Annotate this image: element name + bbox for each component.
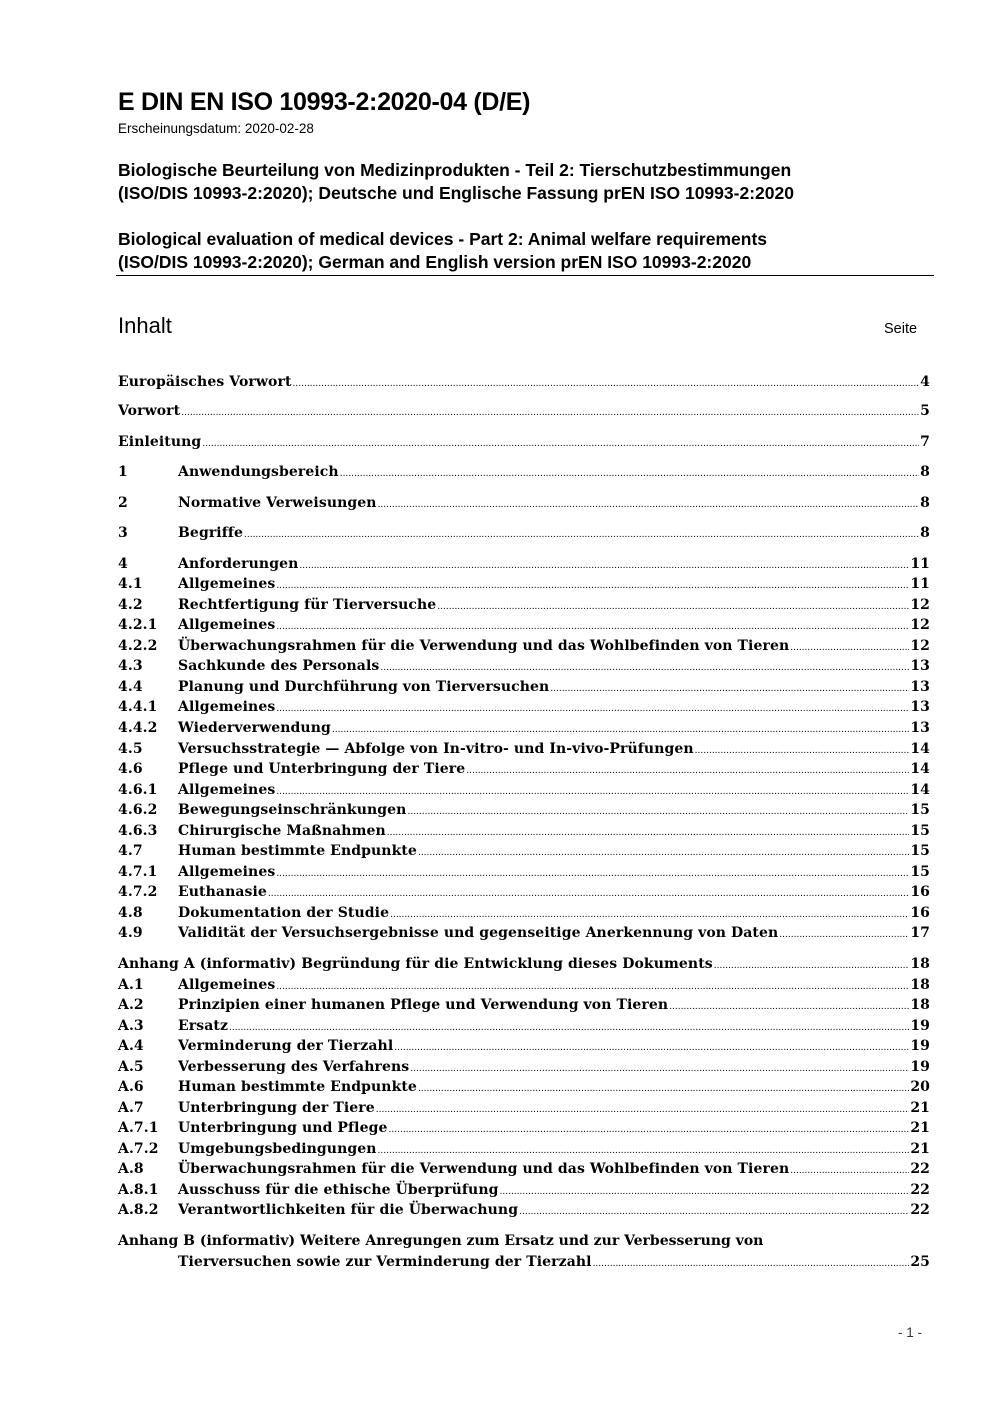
toc-entry-title: Verminderung der Tierzahl bbox=[178, 1038, 394, 1054]
toc-entry-page: 12 bbox=[910, 638, 930, 654]
toc-dot-leader bbox=[437, 597, 909, 617]
toc-entry-page: 18 bbox=[910, 977, 930, 993]
toc-page-column-heading: Seite bbox=[884, 321, 918, 337]
toc-entry-number: 4.2.2 bbox=[118, 638, 158, 654]
toc-entry[interactable] bbox=[118, 903, 930, 923]
toc-entry[interactable] bbox=[118, 372, 930, 392]
toc-entry[interactable] bbox=[118, 1200, 930, 1220]
toc-entry-title: Vorwort bbox=[118, 403, 181, 419]
toc-entry-title: Unterbringung der Tiere bbox=[178, 1100, 375, 1116]
toc-entry-number: 4.7.1 bbox=[118, 864, 158, 880]
toc-entry-page: 11 bbox=[910, 576, 930, 592]
toc-entry-title: Wiederverwendung bbox=[178, 720, 331, 736]
toc-entry-number: 4.4.1 bbox=[118, 699, 158, 715]
toc-dot-leader bbox=[695, 741, 910, 761]
toc-heading: Inhalt bbox=[118, 313, 172, 338]
toc-entry-page: 13 bbox=[910, 699, 930, 715]
toc-dot-leader bbox=[593, 1254, 910, 1274]
toc-entry-title: Europäisches Vorwort bbox=[118, 374, 292, 390]
toc-entry-number: 4.6.2 bbox=[118, 802, 158, 818]
toc-entry[interactable] bbox=[118, 800, 930, 820]
toc-entry-page: 15 bbox=[910, 802, 930, 818]
toc-entry-page: 8 bbox=[920, 525, 930, 541]
toc-entry-page: 16 bbox=[910, 905, 930, 921]
toc-entry-title: Allgemeines bbox=[178, 977, 276, 993]
toc-entry[interactable] bbox=[118, 493, 930, 513]
toc-entry[interactable] bbox=[118, 574, 930, 594]
toc-entry-page: 19 bbox=[910, 1018, 930, 1034]
german-title-line-1: Biologische Beurteilung von Medizinprodukten - Teil 2: Tierschutzbestimmungen bbox=[118, 160, 792, 180]
toc-entry-number: 4.1 bbox=[118, 576, 143, 592]
toc-entry-number: 4 bbox=[118, 556, 128, 572]
toc-entry-page: 14 bbox=[910, 782, 930, 798]
english-title-line-2: (ISO/DIS 10993-2:2020); German and English version prEN ISO 10993-2:2020 bbox=[118, 252, 752, 272]
toc-dot-leader bbox=[378, 495, 920, 515]
toc-entry-page: 13 bbox=[910, 658, 930, 674]
toc-entry-title: Normative Verweisungen bbox=[178, 495, 377, 511]
toc-entry-page: 22 bbox=[910, 1161, 930, 1177]
toc-entry-page: 19 bbox=[910, 1059, 930, 1075]
toc-entry[interactable] bbox=[118, 401, 930, 421]
toc-entry[interactable] bbox=[118, 759, 930, 779]
toc-dot-leader bbox=[229, 1018, 909, 1038]
toc-entry-number: A.7.2 bbox=[118, 1141, 159, 1157]
toc-entry-title: Ersatz bbox=[178, 1018, 229, 1034]
toc-dot-leader bbox=[332, 720, 909, 740]
toc-entry-number: A.1 bbox=[118, 977, 144, 993]
toc-entry-page: 4 bbox=[920, 374, 930, 390]
toc-entry[interactable] bbox=[118, 1016, 930, 1036]
toc-entry[interactable] bbox=[118, 1118, 930, 1138]
toc-entry-page: 5 bbox=[920, 403, 930, 419]
toc-entry[interactable] bbox=[118, 1077, 930, 1097]
toc-dot-leader bbox=[669, 997, 909, 1017]
toc-entry-title: Begriffe bbox=[178, 525, 243, 541]
toc-entry-title: Überwachungsrahmen für die Verwendung und das Wohlbefinden von Tieren bbox=[178, 638, 790, 654]
toc-entry-page: 25 bbox=[910, 1254, 930, 1270]
toc-dot-leader bbox=[276, 576, 909, 596]
toc-entry-page: 12 bbox=[910, 617, 930, 633]
toc-entry[interactable] bbox=[118, 780, 930, 800]
toc-entry-page: 21 bbox=[910, 1100, 930, 1116]
toc-entry[interactable] bbox=[118, 432, 930, 452]
toc-entry[interactable] bbox=[118, 1036, 930, 1056]
toc-entry-page: 19 bbox=[910, 1038, 930, 1054]
toc-entry-number: A.3 bbox=[118, 1018, 144, 1034]
toc-entry-page: 14 bbox=[910, 761, 930, 777]
toc-entry-title: Dokumentation der Studie bbox=[178, 905, 390, 921]
toc-entry-number: 2 bbox=[118, 495, 128, 511]
toc-entry[interactable] bbox=[118, 615, 930, 635]
toc-entry-title: Chirurgische Maßnahmen bbox=[178, 823, 386, 839]
toc-entry-number: 4.2 bbox=[118, 597, 143, 613]
toc-entry-title: Ausschuss für die ethische Überprüfung bbox=[178, 1182, 499, 1198]
toc-dot-leader bbox=[519, 1202, 909, 1222]
toc-entry-title: Anwendungsbereich bbox=[178, 464, 339, 480]
toc-entry-number: A.8.2 bbox=[118, 1202, 159, 1218]
toc-dot-leader bbox=[268, 884, 909, 904]
toc-entry-page: 18 bbox=[910, 997, 930, 1013]
toc-entry-number: 4.8 bbox=[118, 905, 143, 921]
toc-dot-leader bbox=[790, 638, 909, 658]
toc-entry-page: 21 bbox=[910, 1120, 930, 1136]
toc-entry-title: Tierversuchen sowie zur Verminderung der Tierzahl bbox=[178, 1254, 592, 1270]
toc-entry-number: 4.6.1 bbox=[118, 782, 158, 798]
toc-entry[interactable] bbox=[118, 1180, 930, 1200]
toc-dot-leader bbox=[550, 679, 909, 699]
toc-entry[interactable] bbox=[118, 841, 930, 861]
toc-entry-annex-b-continuation[interactable] bbox=[118, 1252, 930, 1272]
toc-entry[interactable] bbox=[118, 1139, 930, 1159]
toc-entry[interactable] bbox=[118, 718, 930, 738]
toc-entry-title: Human bestimmte Endpunkte bbox=[178, 843, 417, 859]
toc-dot-leader bbox=[714, 956, 910, 976]
toc-entry-number: 4.2.1 bbox=[118, 617, 158, 633]
toc-entry-title: Allgemeines bbox=[178, 576, 276, 592]
toc-entry-title: Anhang A (informativ) Begründung für die Entwicklung dieses Dokuments bbox=[118, 956, 713, 972]
toc-dot-leader bbox=[779, 925, 909, 945]
toc-entry-title: Pflege und Unterbringung der Tiere bbox=[178, 761, 466, 777]
toc-entry-page: 14 bbox=[910, 741, 930, 757]
toc-entry[interactable] bbox=[118, 975, 930, 995]
toc-dot-leader bbox=[790, 1161, 909, 1181]
toc-entry-number: 4.6.3 bbox=[118, 823, 158, 839]
toc-entry[interactable] bbox=[118, 595, 930, 615]
toc-dot-leader bbox=[340, 464, 919, 484]
toc-entry-page: 13 bbox=[910, 679, 930, 695]
toc-entry-page: 22 bbox=[910, 1182, 930, 1198]
toc-entry-number: 4.6 bbox=[118, 761, 143, 777]
toc-entry-page: 15 bbox=[910, 843, 930, 859]
toc-entry-title: Prinzipien einer humanen Pflege und Verwendung von Tieren bbox=[178, 997, 669, 1013]
toc-entry-title: Unterbringung und Pflege bbox=[178, 1120, 388, 1136]
toc-entry-number: 4.4.2 bbox=[118, 720, 158, 736]
toc-entry-page: 18 bbox=[910, 956, 930, 972]
header-rule bbox=[116, 275, 934, 276]
toc-entry-page: 12 bbox=[910, 597, 930, 613]
toc-entry-title: Allgemeines bbox=[178, 617, 276, 633]
toc-dot-leader bbox=[293, 374, 920, 394]
toc-entry-title: Allgemeines bbox=[178, 864, 276, 880]
document-title: E DIN EN ISO 10993-2:2020-04 (D/E) bbox=[118, 88, 531, 116]
toc-dot-leader bbox=[378, 1141, 910, 1161]
toc-dot-leader bbox=[410, 1059, 909, 1079]
toc-entry-title: Verantwortlichkeiten für die Überwachung bbox=[178, 1202, 519, 1218]
toc-entry[interactable] bbox=[118, 821, 930, 841]
toc-entry-title: Einleitung bbox=[118, 434, 202, 450]
toc-entry-number: 4.7 bbox=[118, 843, 143, 859]
toc-entry-annex-b[interactable]: Anhang B (informativ) Weitere Anregungen zum Ersatz und zur Verbesserung von bbox=[118, 1233, 764, 1249]
toc-dot-leader bbox=[380, 658, 909, 678]
toc-entry[interactable] bbox=[118, 677, 930, 697]
toc-entry[interactable] bbox=[118, 995, 930, 1015]
german-title-line-2: (ISO/DIS 10993-2:2020); Deutsche und Englische Fassung prEN ISO 10993-2:2020 bbox=[118, 183, 794, 203]
toc-dot-leader bbox=[418, 1079, 909, 1099]
toc-entry-number: 4.5 bbox=[118, 741, 143, 757]
toc-dot-leader bbox=[181, 403, 919, 423]
toc-entry[interactable] bbox=[118, 656, 930, 676]
toc-entry-number: A.4 bbox=[118, 1038, 144, 1054]
toc-entry-title: Anforderungen bbox=[178, 556, 299, 572]
toc-entry-number: A.6 bbox=[118, 1079, 144, 1095]
toc-entry-page: 20 bbox=[910, 1079, 930, 1095]
toc-entry-title: Validität der Versuchsergebnisse und gegenseitige Anerkennung von Daten bbox=[178, 925, 779, 941]
toc-entry[interactable] bbox=[118, 862, 930, 882]
toc-entry-number: A.8 bbox=[118, 1161, 144, 1177]
toc-dot-leader bbox=[376, 1100, 910, 1120]
toc-entry-number: 4.4 bbox=[118, 679, 143, 695]
toc-dot-leader bbox=[276, 617, 909, 637]
toc-entry-page: 15 bbox=[910, 864, 930, 880]
toc-entry-title: Sachkunde des Personals bbox=[178, 658, 380, 674]
toc-dot-leader bbox=[407, 802, 909, 822]
toc-entry[interactable] bbox=[118, 1098, 930, 1118]
toc-dot-leader bbox=[299, 556, 909, 576]
toc-entry-number: 3 bbox=[118, 525, 128, 541]
toc-entry-number: A.7.1 bbox=[118, 1120, 159, 1136]
toc-entry-page: 22 bbox=[910, 1202, 930, 1218]
toc-dot-leader bbox=[394, 1038, 909, 1058]
toc-entry-number: 4.3 bbox=[118, 658, 143, 674]
english-title-line-1: Biological evaluation of medical devices - Part 2: Animal welfare requirements bbox=[118, 229, 768, 249]
toc-entry-title: Euthanasie bbox=[178, 884, 267, 900]
toc-entry-title: Versuchsstrategie — Abfolge von In-vitro- und In-vivo-Prüfungen bbox=[178, 741, 694, 757]
toc-entry[interactable] bbox=[118, 923, 930, 943]
toc-entry[interactable] bbox=[118, 462, 930, 482]
toc-dot-leader bbox=[466, 761, 909, 781]
toc-dot-leader bbox=[276, 699, 909, 719]
toc-entry-page: 21 bbox=[910, 1141, 930, 1157]
toc-entry-number: A.5 bbox=[118, 1059, 144, 1075]
toc-dot-leader bbox=[389, 1120, 910, 1140]
toc-entry-page: 11 bbox=[910, 556, 930, 572]
toc-entry-number: 1 bbox=[118, 464, 128, 480]
toc-entry[interactable] bbox=[118, 739, 930, 759]
toc-entry-number: 4.9 bbox=[118, 925, 143, 941]
toc-dot-leader bbox=[202, 434, 919, 454]
toc-entry[interactable] bbox=[118, 636, 930, 656]
toc-entry-title: Human bestimmte Endpunkte bbox=[178, 1079, 417, 1095]
toc-entry-number: A.2 bbox=[118, 997, 144, 1013]
toc-entry[interactable] bbox=[118, 697, 930, 717]
toc-dot-leader bbox=[276, 782, 909, 802]
toc-entry-number: A.7 bbox=[118, 1100, 144, 1116]
toc-entry[interactable] bbox=[118, 554, 930, 574]
toc-dot-leader bbox=[276, 977, 909, 997]
toc-entry-page: 15 bbox=[910, 823, 930, 839]
toc-entry-page: 8 bbox=[920, 495, 930, 511]
publication-date: Erscheinungsdatum: 2020-02-28 bbox=[118, 121, 314, 136]
page-number: - 1 - bbox=[898, 1325, 923, 1340]
toc-dot-leader bbox=[387, 823, 910, 843]
toc-entry-page: 16 bbox=[910, 884, 930, 900]
toc-entry-page: 8 bbox=[920, 464, 930, 480]
toc-entry[interactable] bbox=[118, 882, 930, 902]
toc-entry[interactable] bbox=[118, 1159, 930, 1179]
toc-entry-title: Allgemeines bbox=[178, 699, 276, 715]
toc-entry-title: Umgebungsbedingungen bbox=[178, 1141, 377, 1157]
toc-entry-number: A.8.1 bbox=[118, 1182, 159, 1198]
toc-entry-title: Bewegungseinschränkungen bbox=[178, 802, 407, 818]
toc-entry[interactable] bbox=[118, 523, 930, 543]
toc-dot-leader bbox=[500, 1182, 910, 1202]
toc-dot-leader bbox=[418, 843, 909, 863]
toc-entry-title: Überwachungsrahmen für die Verwendung und das Wohlbefinden von Tieren bbox=[178, 1161, 790, 1177]
toc-entry-title: Allgemeines bbox=[178, 782, 276, 798]
toc-dot-leader bbox=[244, 525, 919, 545]
toc-dot-leader bbox=[276, 864, 909, 884]
toc-entry-number: 4.7.2 bbox=[118, 884, 158, 900]
toc-entry-page: 13 bbox=[910, 720, 930, 736]
toc-entry[interactable] bbox=[118, 1057, 930, 1077]
toc-entry-page: 7 bbox=[920, 434, 930, 450]
toc-entry-title: Planung und Durchführung von Tierversuchen bbox=[178, 679, 550, 695]
toc-entry-page: 17 bbox=[910, 925, 930, 941]
toc-entry[interactable] bbox=[118, 954, 930, 974]
toc-dot-leader bbox=[390, 905, 909, 925]
toc-entry-title: Rechtfertigung für Tierversuche bbox=[178, 597, 437, 613]
toc-entry-title: Verbesserung des Verfahrens bbox=[178, 1059, 410, 1075]
